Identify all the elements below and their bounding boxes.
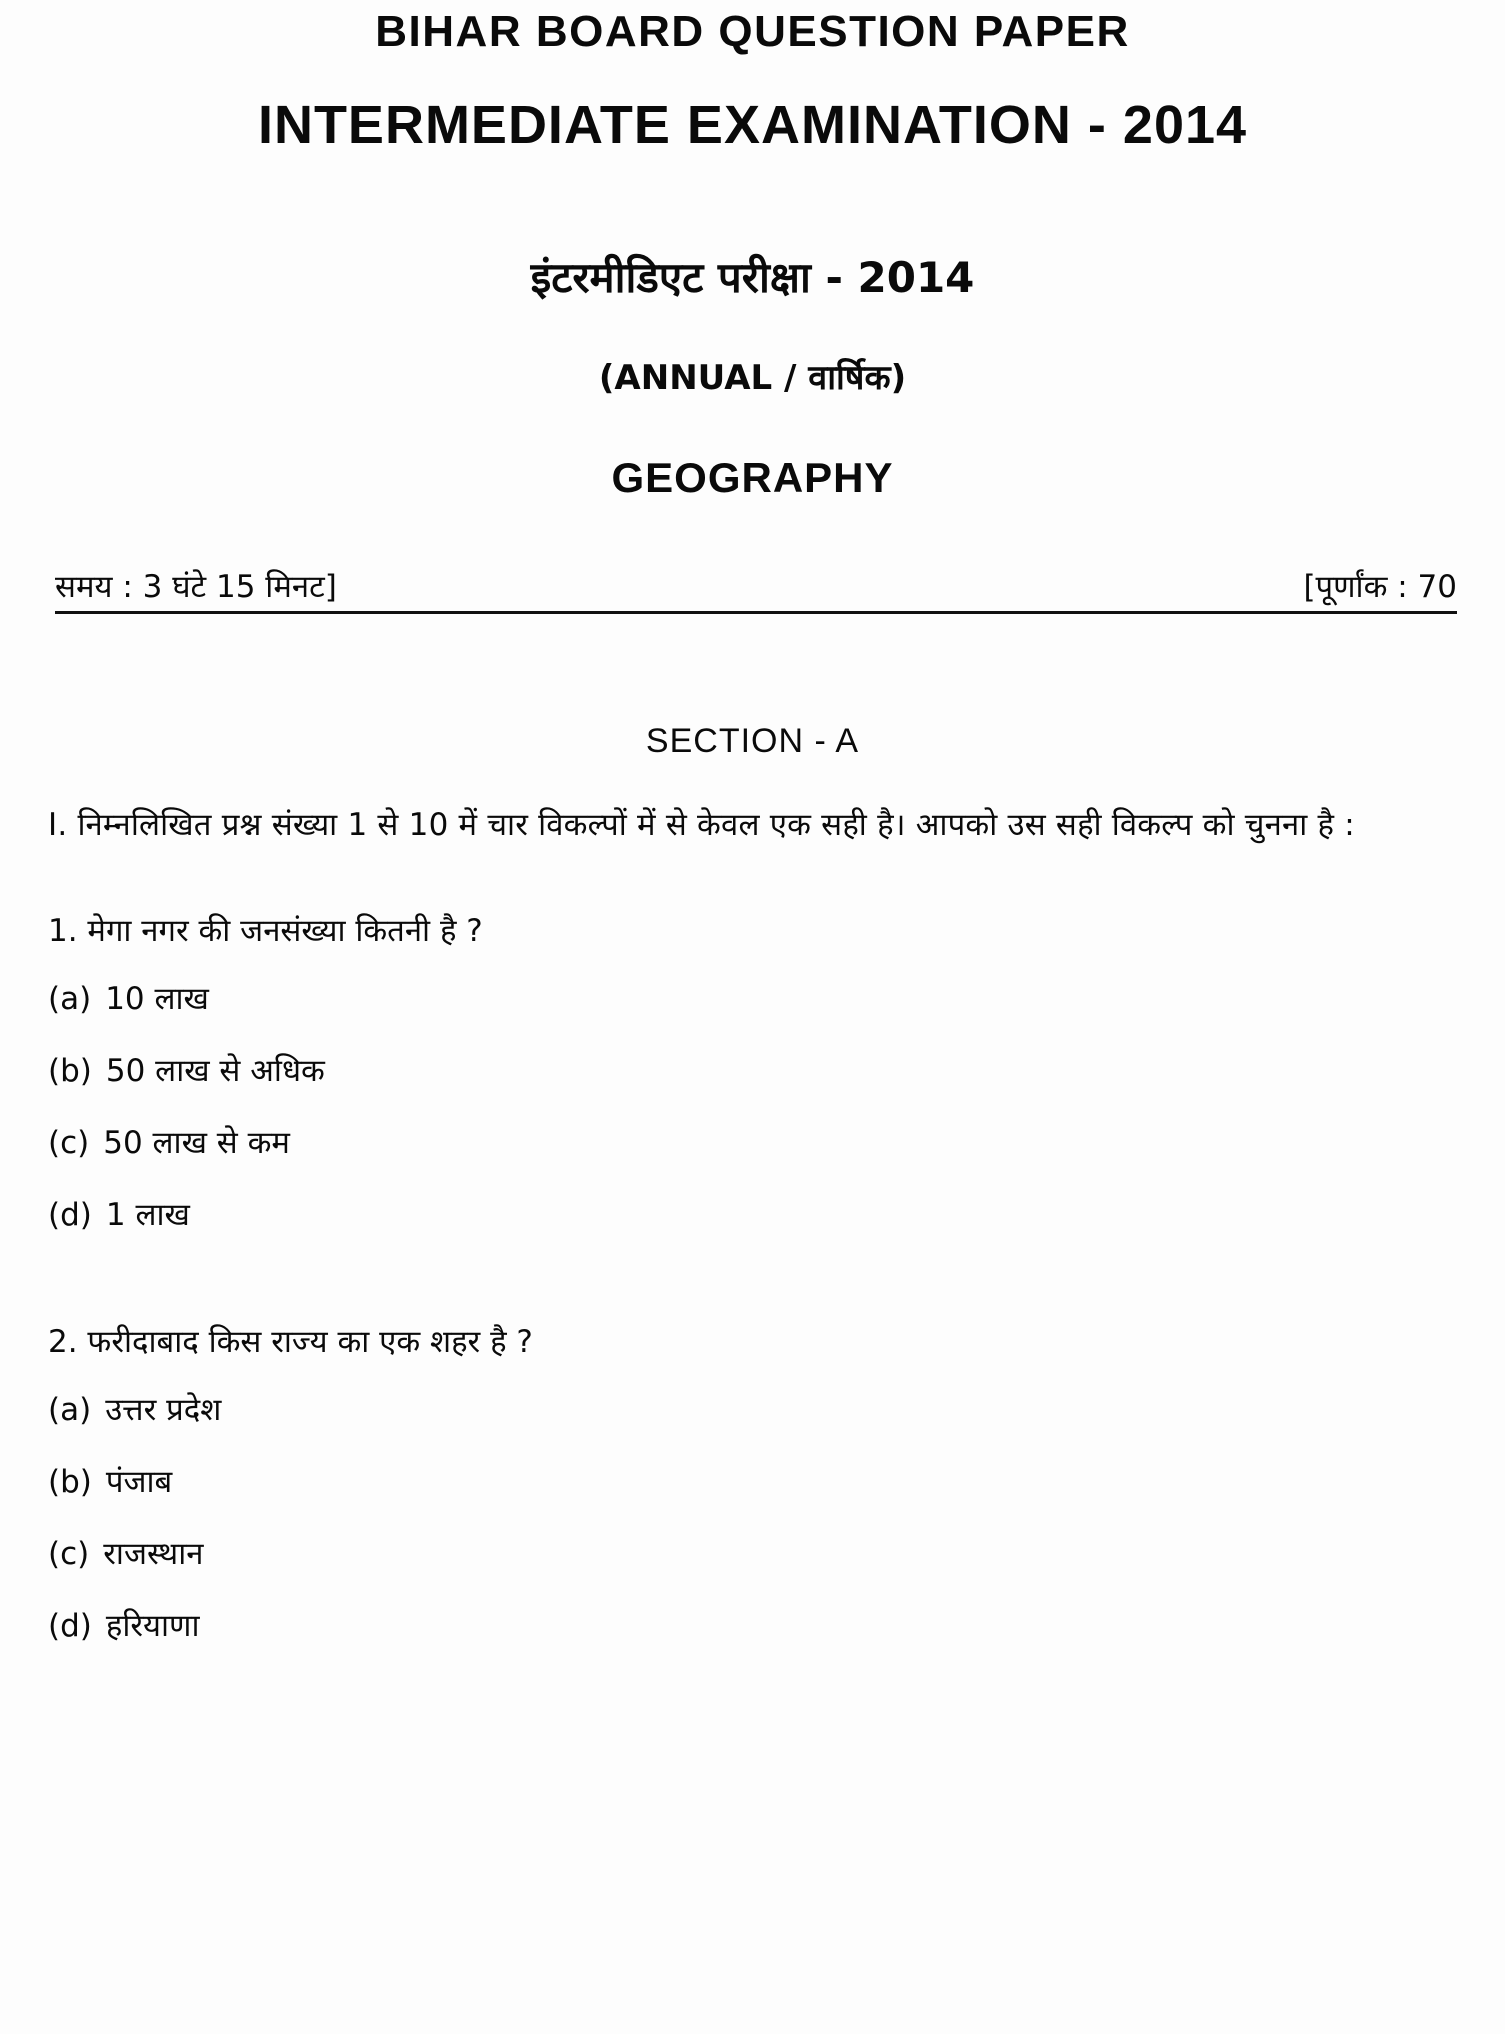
exam-meta-row (55, 565, 1457, 627)
question-text: 1. मेगा नगर की जनसंख्या कितनी है ? (48, 913, 483, 950)
option-label: (a) (48, 1391, 92, 1428)
option-label: (d) (48, 1196, 92, 1233)
exam-duration: समय : 3 घंटे 15 मिनट] (55, 565, 343, 607)
option-text: उत्तर प्रदेश (105, 1391, 222, 1428)
option-text: हरियाणा (105, 1607, 200, 1644)
option-label: (c) (48, 1124, 90, 1161)
subject-title: GEOGRAPHY (611, 454, 894, 501)
option-row[interactable] (48, 1388, 1465, 1433)
option-row[interactable] (48, 1532, 1465, 1577)
option-row[interactable] (48, 1460, 1465, 1505)
exam-mode-line: (ANNUAL / वार्षिक) (598, 358, 907, 398)
option-row[interactable] (48, 1121, 1465, 1166)
option-text: पंजाब (105, 1463, 173, 1500)
exam-full-marks: [पूर्णांक : 70 (1297, 565, 1457, 607)
option-label: (c) (48, 1535, 90, 1572)
option-label: (b) (48, 1463, 92, 1500)
option-label: (b) (48, 1052, 92, 1089)
option-label: (a) (48, 980, 92, 1017)
option-row[interactable] (48, 977, 1465, 1022)
question-item (48, 908, 1465, 1237)
header-divider-rule (55, 611, 1457, 614)
option-text: 1 लाख (105, 1196, 190, 1233)
question-text: 2. फरीदाबाद किस राज्य का एक शहर है ? (48, 1324, 533, 1361)
question-spacer (48, 1275, 1465, 1319)
option-row[interactable] (48, 1604, 1465, 1649)
option-text: 50 लाख से कम (103, 1124, 290, 1161)
option-text: 50 लाख से अधिक (105, 1052, 325, 1089)
section-heading: SECTION - A (645, 722, 860, 760)
exam-title-hindi: इंटरमीडिएट परीक्षा - 2014 (530, 253, 975, 302)
exam-title-english: INTERMEDIATE EXAMINATION - 2014 (257, 95, 1248, 155)
question-item (48, 1319, 1465, 1648)
section-instruction: I. निम्नलिखित प्रश्न संख्या 1 से 10 में चार विकल्पों में से केवल एक सही है। आपको उस सही विकल्प को चुनना है : (48, 807, 1355, 843)
board-title: BIHAR BOARD QUESTION PAPER (375, 7, 1130, 56)
option-row[interactable] (48, 1193, 1465, 1238)
option-label: (d) (48, 1607, 92, 1644)
option-row[interactable] (48, 1049, 1465, 1094)
option-text: राजस्थान (103, 1535, 204, 1572)
question-body (48, 800, 1465, 1687)
option-text: 10 लाख (105, 980, 209, 1017)
